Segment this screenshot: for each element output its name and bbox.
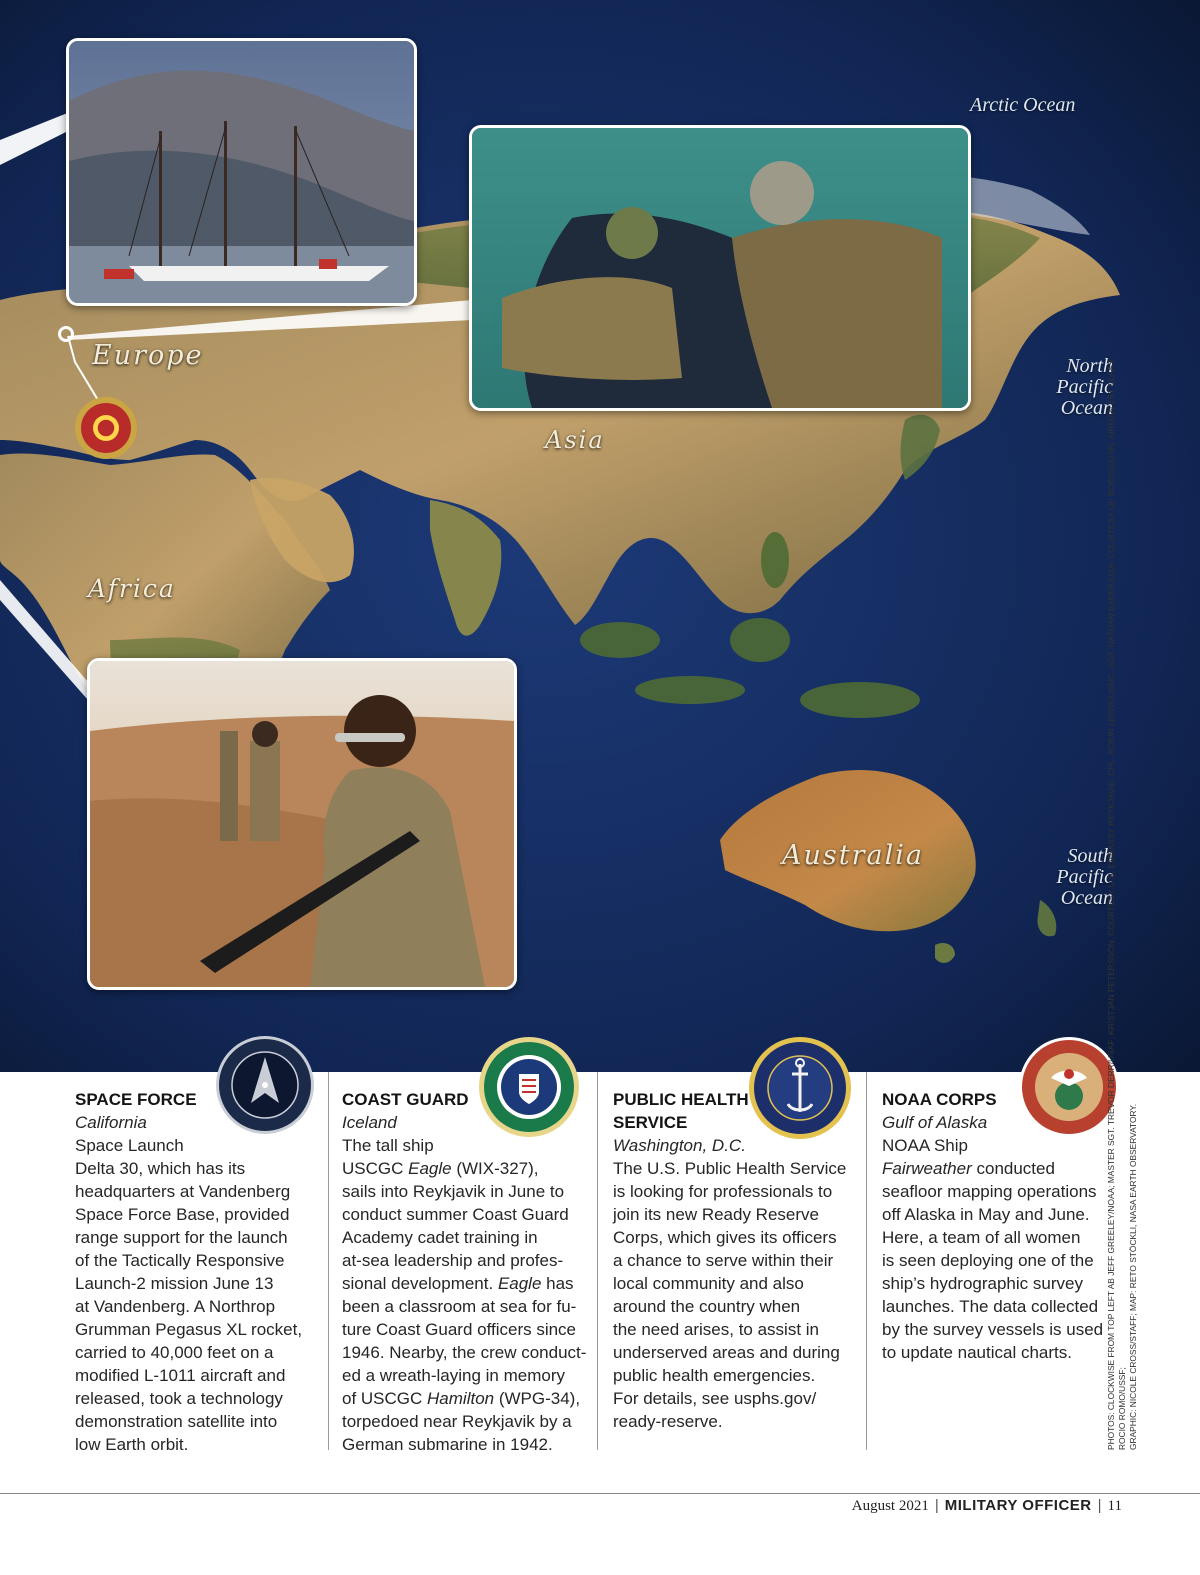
body-line: underserved areas and during	[613, 1343, 840, 1362]
ship-name: Eagle	[497, 1274, 542, 1293]
body-line: by the survey vessels is used	[882, 1320, 1104, 1339]
south-pacific-ocean-label: South Pacific Ocean	[1056, 845, 1113, 909]
publication-name: MILITARY OFFICER	[944, 1497, 1092, 1514]
body-line: sional development. Eagle has	[342, 1274, 574, 1293]
page-footer	[852, 1497, 1122, 1515]
body-line: Space Launch	[75, 1136, 184, 1155]
body-line: ed a wreath-laying in memory	[342, 1366, 565, 1385]
body-line: public health emergencies.	[613, 1366, 816, 1385]
body-line: NOAA Ship	[882, 1136, 968, 1155]
column-heading-line2: SERVICE	[613, 1113, 688, 1132]
body-line: Delta 30, which has its	[75, 1159, 246, 1178]
issue-date: August 2021	[851, 1498, 929, 1514]
body-line: the need arises, to assist in	[613, 1320, 820, 1339]
body-line: local community and also	[613, 1274, 804, 1293]
photo-soldiers-desert	[87, 658, 517, 990]
body-line: is seen deploying one of the	[882, 1251, 1094, 1270]
body-line: at-sea leadership and profes-	[342, 1251, 564, 1270]
body-line: a chance to serve within their	[613, 1251, 834, 1270]
body-line: The U.S. Public Health Service	[613, 1159, 847, 1178]
asia-label: Asia	[545, 426, 605, 454]
body-line: sails into Reykjavik in June to	[342, 1182, 565, 1201]
column-location: California	[75, 1113, 147, 1132]
body-line: low Earth orbit.	[75, 1435, 189, 1454]
column-body	[75, 1134, 315, 1456]
column-heading: NOAA CORPS	[882, 1090, 997, 1109]
body-line: demonstration satellite into	[75, 1412, 278, 1431]
body-line: Academy cadet training in	[342, 1228, 538, 1247]
europe-label: Europe	[92, 340, 204, 371]
body-line: The tall ship	[342, 1136, 434, 1155]
column-heading: PUBLIC HEALTH	[613, 1090, 749, 1109]
column-heading: COAST GUARD	[342, 1090, 469, 1109]
body-line: range support for the launch	[75, 1228, 288, 1247]
photo-credits	[1106, 330, 1150, 1450]
body-line: been a classroom at sea for fu-	[342, 1297, 577, 1316]
footer-rule	[0, 1493, 1200, 1494]
body-line: German submarine in 1942.	[342, 1435, 553, 1454]
ship-name: Eagle	[408, 1159, 452, 1178]
ship-name: Fairweather	[882, 1159, 972, 1178]
body-line: join its new Ready Reserve	[613, 1205, 819, 1224]
body-line: ture Coast Guard officers since	[342, 1320, 577, 1339]
body-line: released, took a technology	[75, 1389, 283, 1408]
column-public-health	[613, 1088, 858, 1433]
footer-separator: |	[934, 1497, 939, 1514]
footer-separator: |	[1097, 1497, 1102, 1514]
column-noaa-corps	[882, 1088, 1107, 1364]
body-line: of USCGC Hamilton (WPG-34),	[342, 1389, 581, 1408]
column-body	[613, 1157, 858, 1433]
column-heading: SPACE FORCE	[75, 1090, 197, 1109]
column-body	[342, 1134, 592, 1456]
body-line: Corps, which gives its officers	[613, 1228, 837, 1247]
body-line: is looking for professionals to	[613, 1182, 833, 1201]
marine-corps-seal	[74, 396, 138, 460]
ship-name: Hamilton	[427, 1389, 495, 1408]
body-line: 1946. Nearby, the crew conduct-	[342, 1343, 587, 1362]
body-line: Grumman Pegasus XL rocket,	[75, 1320, 303, 1339]
body-line: Fairweather conducted	[882, 1159, 1055, 1178]
boat-image	[472, 128, 968, 408]
body-line: around the country when	[613, 1297, 801, 1316]
australia-label: Australia	[782, 840, 924, 871]
column-location: Gulf of Alaska	[882, 1113, 988, 1132]
body-line: Launch-2 mission June 13	[75, 1274, 274, 1293]
body-line: ready-reserve.	[613, 1412, 723, 1431]
body-line: to update nautical charts.	[882, 1343, 1072, 1362]
body-line: headquarters at Vandenberg	[75, 1182, 291, 1201]
eagle-globe-anchor-icon	[74, 396, 138, 460]
body-line: USCGC Eagle (WIX-327),	[342, 1159, 539, 1178]
africa-label: Africa	[88, 574, 176, 603]
location-marker	[58, 326, 74, 342]
column-space-force	[75, 1088, 315, 1456]
north-pacific-ocean-label: North Pacific Ocean	[1056, 355, 1113, 419]
column-coast-guard	[342, 1088, 592, 1456]
soldier-image	[90, 661, 514, 987]
body-line: of the Tactically Responsive	[75, 1251, 285, 1270]
page-number: 11	[1107, 1498, 1122, 1514]
body-line: seafloor mapping operations	[882, 1182, 1097, 1201]
column-location: Iceland	[342, 1113, 397, 1132]
photo-tall-ship	[66, 38, 417, 306]
column-divider	[866, 1072, 867, 1450]
body-line: carried to 40,000 feet on a	[75, 1343, 274, 1362]
graphic-credits-line: GRAPHIC: NICOLE CROSS/STAFF; MAP: RETO STÖCKLI, NASA EARTH OBSERVATORY.	[1128, 1103, 1138, 1450]
body-line: Space Force Base, provided	[75, 1205, 290, 1224]
body-line: Here, a team of all women	[882, 1228, 1081, 1247]
column-divider	[328, 1072, 329, 1450]
body-line: torpedoed near Reykjavik by a	[342, 1412, 572, 1431]
photo-divers-boat	[469, 125, 971, 411]
photo-credits-line: PHOTOS: CLOCKWISE FROM TOP LEFT AB JEFF GREELEY/NOAA; MASTER SGT. TREVOR DERR/USAF; KRISTJAN PETERSSON, COURTESY U.S. EMBASSY REYKJAVIK; CPL. ROBIN LEWIS/USMC; SGT. NATHAN BAKER/USA; COURTESY OF BOEING/USN; AIRMAN 1ST CLASS ROCIO ROMO/USSF;	[1106, 359, 1127, 1450]
column-body	[882, 1134, 1107, 1364]
body-line: For details, see usphs.gov/	[613, 1389, 817, 1408]
column-divider	[597, 1072, 598, 1450]
arctic-ocean-label: Arctic Ocean	[970, 94, 1076, 116]
body-line: ship’s hydrographic survey	[882, 1274, 1083, 1293]
body-line: off Alaska in May and June.	[882, 1205, 1090, 1224]
column-location: Washington, D.C.	[613, 1136, 746, 1155]
body-line: launches. The data collected	[882, 1297, 1099, 1316]
body-line: modified L-1011 aircraft and	[75, 1366, 286, 1385]
body-line: conduct summer Coast Guard	[342, 1205, 569, 1224]
body-line: at Vandenberg. A Northrop	[75, 1297, 276, 1316]
ship-image	[69, 41, 414, 303]
